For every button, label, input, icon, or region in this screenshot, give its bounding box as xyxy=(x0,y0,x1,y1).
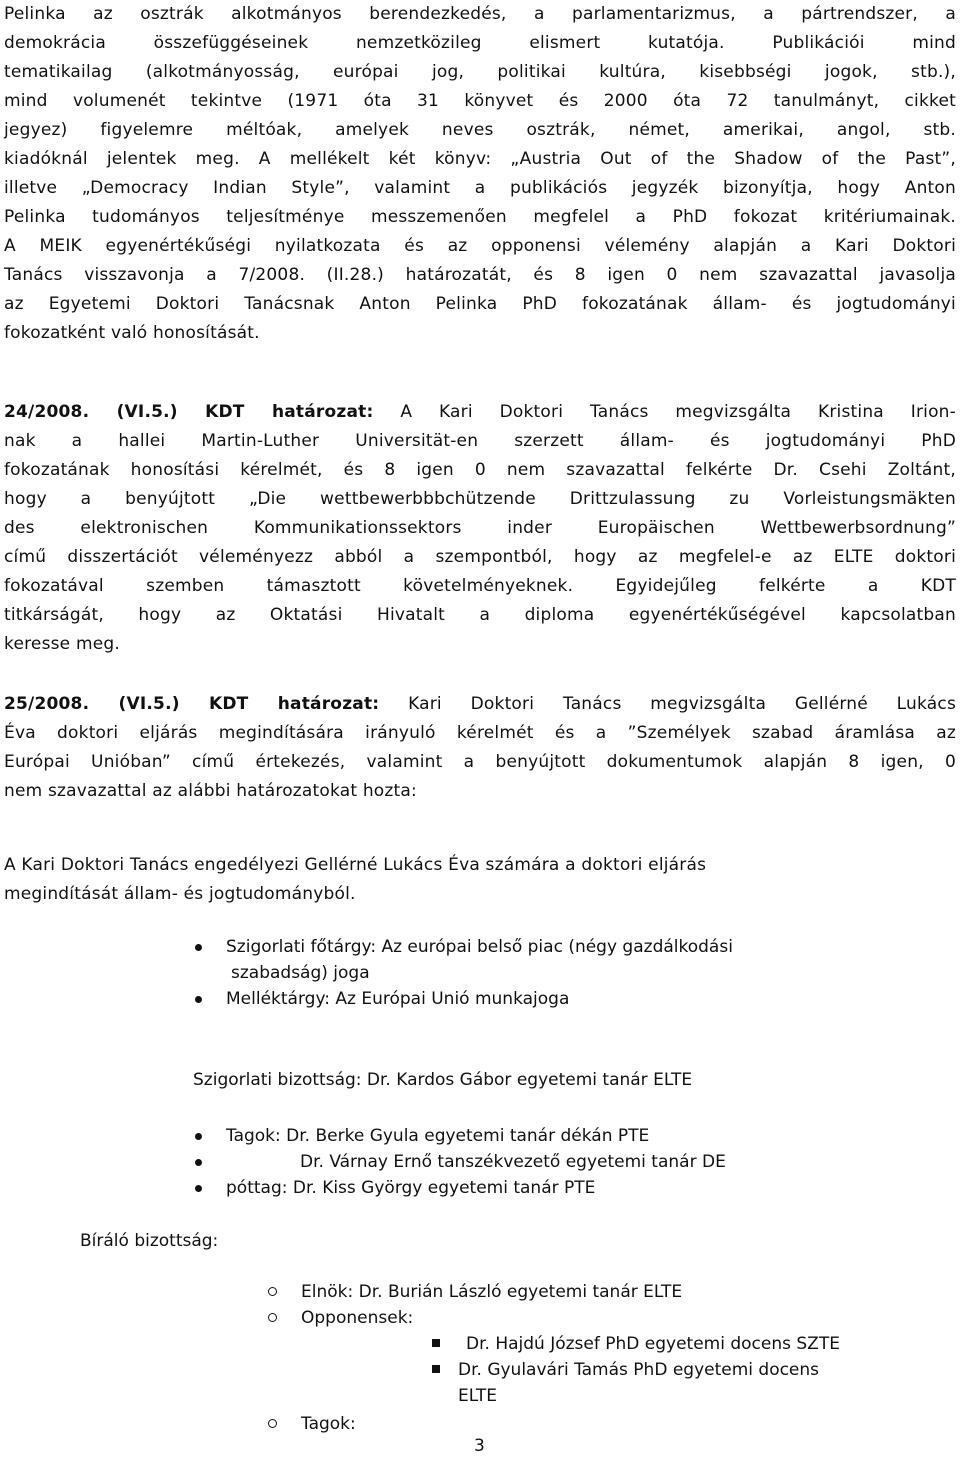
intro-line: Tanács visszavonja a 7/2008. (II.28.) határozatát, és 8 igen 0 nem szavazattal javasolja xyxy=(4,265,956,285)
subject-main-cont: szabadság) joga xyxy=(231,963,370,983)
exam-member: Tagok: Dr. Berke Gyula egyetemi tanár dékán PTE xyxy=(226,1126,650,1146)
circle-bullet-icon xyxy=(268,1313,277,1322)
resolution-24-line: hogy a benyújtott „Die wettbewerbbbchützende Drittzulassung zu Vorleistungsmäkten xyxy=(4,489,956,509)
resolution-25-text: Kari Doktori Tanács megvizsgálta Gellérné Lukács xyxy=(408,694,956,714)
decision-line: A Kari Doktori Tanács engedélyezi Gellérné Lukács Éva számára a doktori eljárás xyxy=(4,855,707,875)
subject-minor: Melléktárgy: Az Európai Unió munkajoga xyxy=(226,989,570,1009)
intro-line: Pelinka az osztrák alkotmányos berendezkedés, a parlamentarizmus, a pártrendszer, a xyxy=(4,4,956,24)
bullet-icon xyxy=(195,1185,202,1192)
intro-line: jegyez) figyelemre méltóak, amelyek neves osztrák, német, amerikai, angol, stb. xyxy=(4,120,956,140)
bullet-icon xyxy=(195,1159,202,1166)
opponent: Dr. Hajdú József PhD egyetemi docens SZTE xyxy=(466,1334,840,1354)
review-chair: Elnök: Dr. Burián László egyetemi tanár ELTE xyxy=(301,1282,683,1302)
bullet-icon xyxy=(195,996,202,1003)
exam-member: póttag: Dr. Kiss György egyetemi tanár PTE xyxy=(226,1178,596,1198)
resolution-25-line: Éva doktori eljárás megindítására irányuló kérelmét és a ”Személyek szabad áramlása az xyxy=(4,723,956,743)
resolution-24-line: című disszertációt véleményezz abból a szempontból, hogy az megfelel-e az ELTE doktori xyxy=(4,547,956,567)
opponent-cont: ELTE xyxy=(458,1386,497,1406)
exam-committee-label: Szigorlati bizottság: Dr. Kardos Gábor egyetemi tanár ELTE xyxy=(193,1070,693,1090)
resolution-24-line: des elektronischen Kommunikationssektors inder Europäischen Wettbewerbsordnung” xyxy=(4,518,956,538)
square-bullet-icon xyxy=(432,1339,440,1347)
opponent: Dr. Gyulavári Tamás PhD egyetemi docens xyxy=(458,1360,820,1380)
intro-line: kiadóknál jelentek meg. A mellékelt két könyv: „Austria Out of the Shadow of the Past”, xyxy=(4,149,956,169)
intro-line: tematikailag (alkotmányosság, európai jog, politikai kultúra, kisebbségi jogok, stb.), xyxy=(4,62,956,82)
intro-line: A MEIK egyenértékűségi nyilatkozata és az opponensi vélemény alapján a Kari Doktori xyxy=(4,236,956,256)
decision-line: megindítását állam- és jogtudományból. xyxy=(4,884,356,904)
bullet-icon xyxy=(195,1133,202,1140)
resolution-25-line: Európai Unióban” című értekezés, valamint a benyújtott dokumentumok alapján 8 igen, 0 xyxy=(4,752,956,772)
resolution-24-line: fokozatának honosítási kérelmét, és 8 igen 0 nem szavazattal felkérte Dr. Csehi Zoltánt, xyxy=(4,460,956,480)
intro-line: demokrácia összefüggéseinek nemzetközileg elismert kutatója. Publikációi mind xyxy=(4,33,956,53)
intro-line: mind volumenét tekintve (1971 óta 31 könyvet és 2000 óta 72 tanulmányt, cikket xyxy=(4,91,956,111)
bullet-icon xyxy=(195,944,202,951)
intro-line: az Egyetemi Doktori Tanácsnak Anton Pelinka PhD fokozatának állam- és jogtudományi xyxy=(4,294,956,314)
resolution-24-heading: 24/2008. (VI.5.) KDT határozat: xyxy=(4,402,374,422)
resolution-24-line: keresse meg. xyxy=(4,634,120,654)
resolution-25-heading: 25/2008. (VI.5.) KDT határozat: xyxy=(4,694,380,714)
page-number: 3 xyxy=(474,1436,485,1456)
circle-bullet-icon xyxy=(268,1419,277,1428)
square-bullet-icon xyxy=(432,1365,440,1373)
members-label: Tagok: xyxy=(301,1414,356,1434)
resolution-25-first-line xyxy=(4,690,956,719)
review-committee-label: Bíráló bizottság: xyxy=(80,1231,219,1251)
resolution-24-line: nak a hallei Martin-Luther Universität-en szerzett állam- és jogtudományi PhD xyxy=(4,431,956,451)
resolution-24-first-line xyxy=(4,398,956,427)
resolution-24-line: fokozatával szemben támasztott követelményeknek. Egyidejűleg felkérte a KDT xyxy=(4,576,956,596)
subject-main: Szigorlati főtárgy: Az európai belső piac (négy gazdálkodási xyxy=(226,937,733,957)
intro-line: fokozatként való honosítását. xyxy=(4,323,260,343)
circle-bullet-icon xyxy=(268,1287,277,1296)
intro-line: illetve „Democracy Indian Style”, valamint a publikációs jegyzék bizonyítja, hogy Anton xyxy=(4,178,956,198)
resolution-24-line: titkárságát, hogy az Oktatási Hivatalt a diploma egyenértékűségével kapcsolatban xyxy=(4,605,956,625)
resolution-25-line: nem szavazattal az alábbi határozatokat hozta: xyxy=(4,781,417,801)
opponents-label: Opponensek: xyxy=(301,1308,414,1328)
exam-member: Dr. Várnay Ernő tanszékvezető egyetemi tanár DE xyxy=(300,1152,726,1172)
resolution-24-text: A Kari Doktori Tanács megvizsgálta Kristina Irion- xyxy=(400,402,956,422)
intro-line: Pelinka tudományos teljesítménye messzemenően megfelel a PhD fokozat kritériumainak. xyxy=(4,207,956,227)
